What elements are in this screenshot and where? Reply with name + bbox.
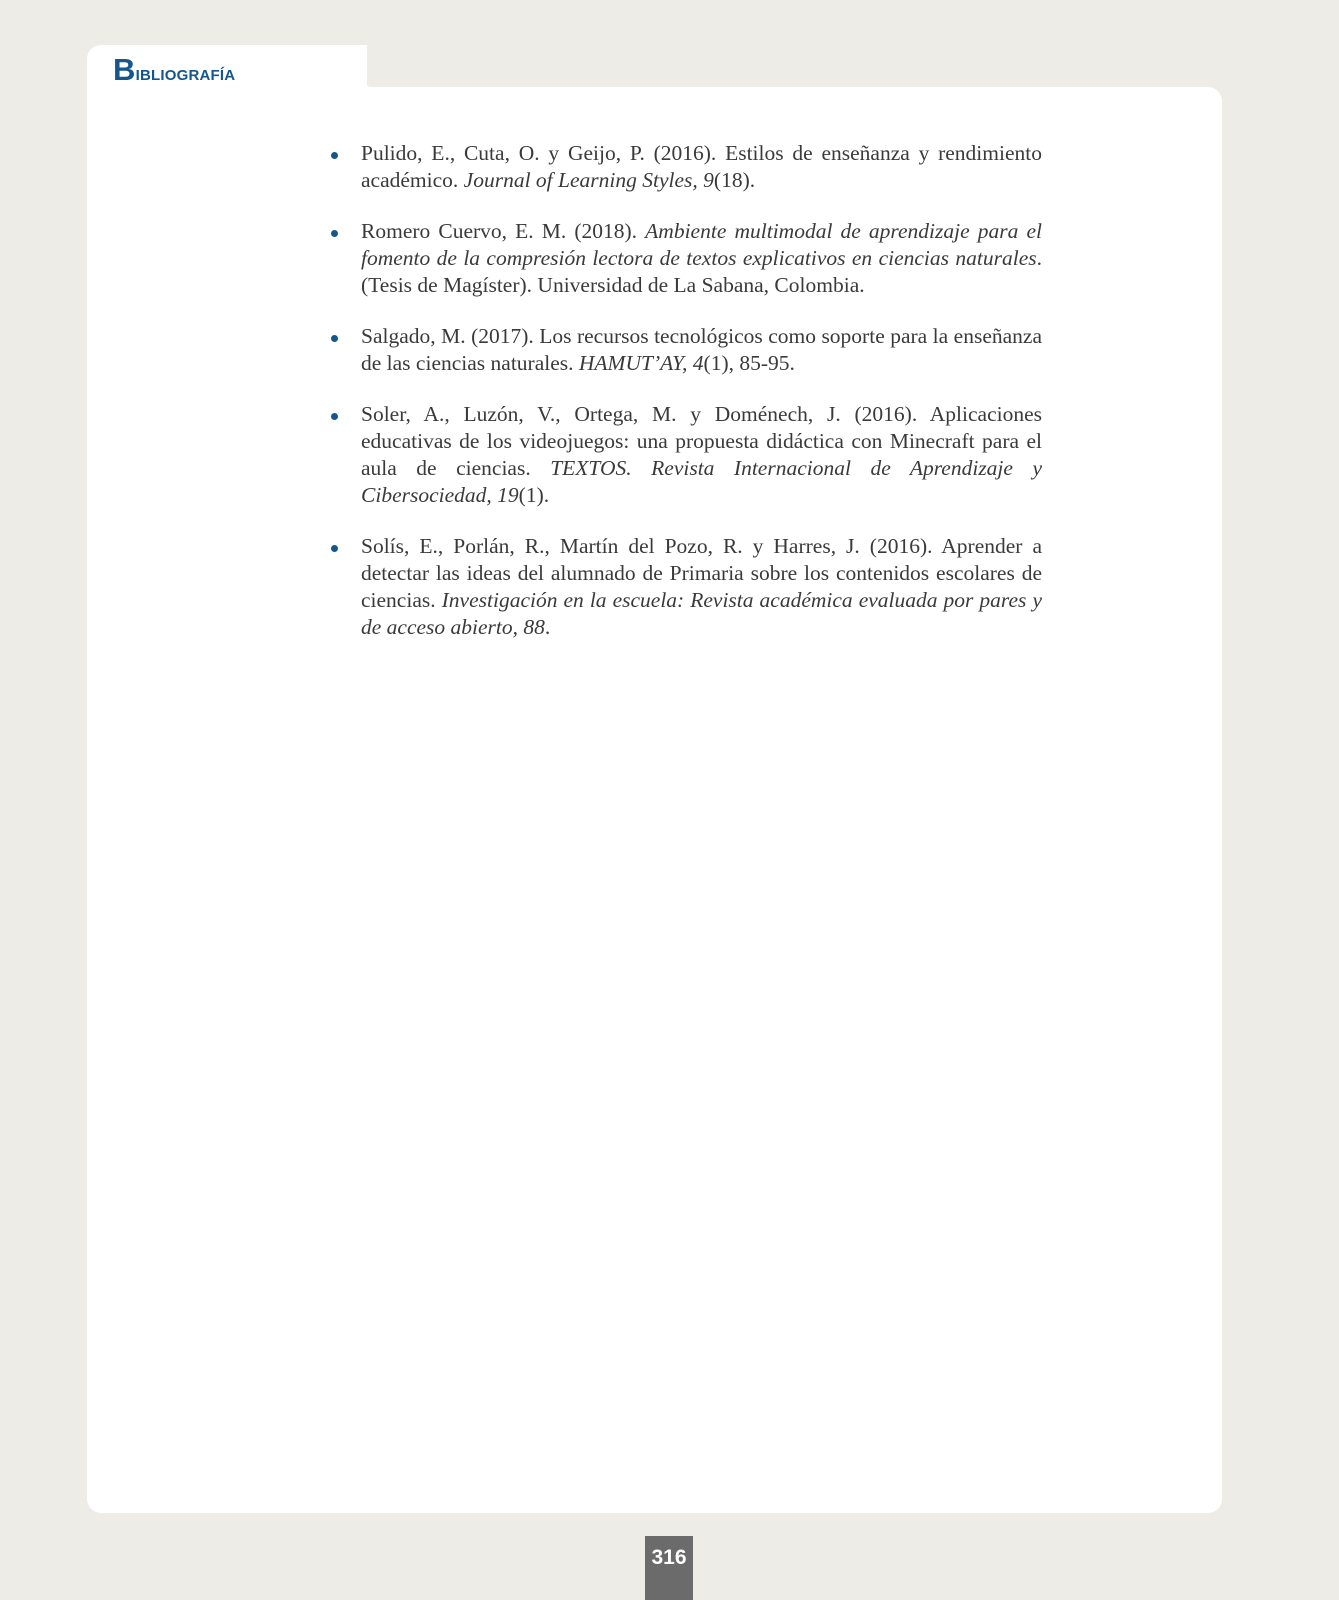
reference-item: [327, 401, 1042, 509]
reference-source: TEXTOS. Revista Internacional de Aprendizaje y Cibersociedad, 19: [361, 456, 1042, 507]
reference-source: Journal of Learning Styles, 9: [463, 168, 714, 192]
reference-list: [327, 140, 1042, 665]
bullet-icon: [331, 230, 338, 237]
reference-text: Salgado, M. (2017). Los recursos tecnológicos como soporte para la enseñanza de las ciencias naturales.: [361, 324, 1042, 375]
reference-text: .: [544, 615, 551, 639]
reference-text: . (Tesis de Magíster). Universidad de La Sabana, Colombia.: [361, 246, 1042, 297]
bullet-icon: [331, 152, 338, 159]
section-title-initial: B: [113, 52, 136, 87]
reference-text: Pulido, E., Cuta, O. y Geijo, P. (2016). Estilos de enseñanza y rendimiento académico.: [361, 141, 1042, 192]
reference-text: (1), 85-95.: [703, 351, 795, 375]
reference-text: Solís, E., Porlán, R., Martín del Pozo, R. y Harres, J. (2016). Aprender a detectar las ideas del alumnado de Primaria sobre los contenidos escolares de ciencias.: [361, 534, 1042, 612]
section-title-rest: ibliografía: [135, 60, 236, 85]
header-tab-slope: [300, 45, 380, 93]
reference-item: [327, 218, 1042, 299]
reference-item: [327, 140, 1042, 194]
reference-text: (1).: [518, 483, 550, 507]
reference-text: Romero Cuervo, E. M. (2018).: [361, 219, 646, 243]
reference-item: [327, 323, 1042, 377]
reference-text: (18).: [713, 168, 756, 192]
section-title: [113, 54, 235, 85]
reference-text: Soler, A., Luzón, V., Ortega, M. y Doménech, J. (2016). Aplicaciones educativas de los videojuegos: una propuesta didáctica con Minecraft para el aula de ciencias.: [361, 402, 1042, 480]
reference-source: Investigación en la escuela: Revista académica evaluada por pares y de acceso abierto, 88: [361, 588, 1042, 639]
page-number-box: [645, 1536, 693, 1600]
reference-source: Ambiente multimodal de aprendizaje para el fomento de la compresión lectora de textos explicativos en ciencias naturales: [361, 219, 1042, 270]
bullet-icon: [331, 545, 338, 552]
page-number: 316: [651, 1546, 687, 1569]
reference-source: HAMUT’AY, 4: [578, 351, 704, 375]
bullet-icon: [331, 335, 338, 342]
bullet-icon: [331, 413, 338, 420]
reference-item: [327, 533, 1042, 641]
